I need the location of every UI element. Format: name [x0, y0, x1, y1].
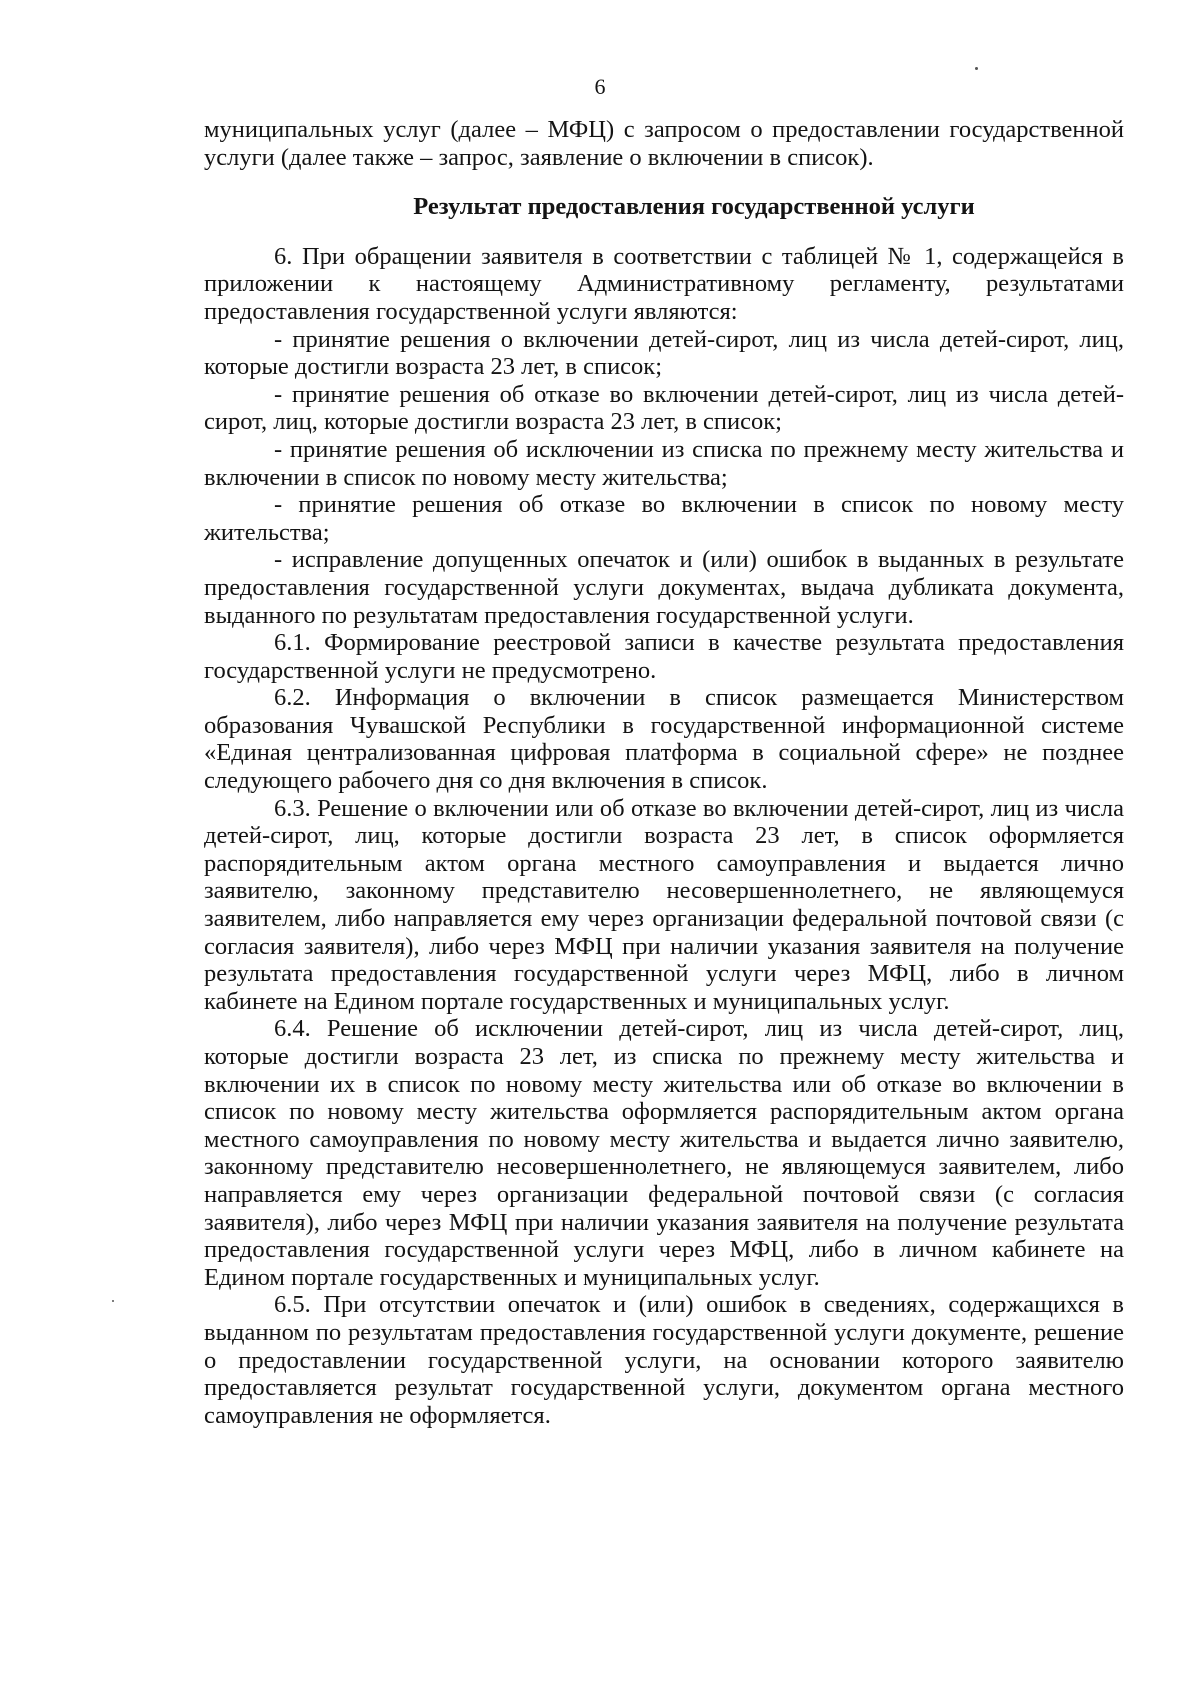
list-item: - принятие решения о включении детей-сирот, лиц из числа детей-сирот, лиц, которые достигли возраста 23 лет, в список;	[204, 325, 1124, 381]
paragraph-6-1: 6.1. Формирование реестровой записи в качестве результата предоставления государственной услуги не предусмотрено.	[204, 629, 1124, 684]
paragraph-6-2: 6.2. Информация о включении в список размещается Министерством образования Чувашской Республики в государственной информационной системе «Единая централизованная цифровая платформа в социальной сфере» не позднее следующего рабочего дня со дня включения в список.	[204, 684, 1124, 795]
scan-speck	[975, 67, 978, 70]
list-item: - принятие решения об отказе во включении в список по новому месту жительства;	[204, 491, 1124, 546]
page-number: 6	[594, 74, 606, 99]
section-heading: Результат предоставления государственной услуги	[413, 193, 975, 221]
paragraph-6-3: 6.3. Решение о включении или об отказе во включении детей-сирот, лиц из числа детей-сирот, лиц, которые достигли возраста 23 лет, в список оформляется распорядительным актом органа местного самоуправления и выдается лично заявителю, законному представителю несовершеннолетнего, не являющемуся заявителем, либо направляется ему через организации федеральной почтовой связи (с согласия заявителя), либо через МФЦ при наличии указания заявителя на получение результата предоставления государственной услуги через МФЦ, либо в личном кабинете на Едином портале государственных и муниципальных услуг.	[204, 794, 1124, 1015]
list-item: - принятие решения об исключении из списка по прежнему месту жительства и включении в список по новому месту жительства;	[204, 435, 1124, 491]
paragraph-6-5: 6.5. При отсутствии опечаток и (или) ошибок в сведениях, содержащихся в выданном по результатам предоставления государственной услуги документе, решение о предоставлении государственной услуги, на основании которого заявителю предоставляется результат государственной услуги, документом органа местного самоуправления не оформляется.	[204, 1291, 1124, 1429]
paragraph-continuation: муниципальных услуг (далее – МФЦ) с запросом о предоставлении государственной услуги (далее также – запрос, заявление о включении в список).	[204, 116, 1124, 171]
list-item: - принятие решения об отказе во включении детей-сирот, лиц из числа детей-сирот, лиц, которые достигли возраста 23 лет, в список;	[204, 380, 1124, 436]
paragraph-6: 6. При обращении заявителя в соответствии с таблицей № 1, содержащейся в приложении к настоящему Административному регламенту, результатами предоставления государственной услуги являются:	[204, 242, 1124, 325]
paragraph-6-4: 6.4. Решение об исключении детей-сирот, лиц из числа детей-сирот, лиц, которые достигли возраста 23 лет, из списка по прежнему месту жительства и включении их в список по новому месту жительства или об отказе во включении в список по новому месту жительства оформляется распорядительным актом органа местного самоуправления по новому месту жительства и выдается лично заявителю, законному представителю несовершеннолетнего, не являющемуся заявителем, либо направляется ему через организации федеральной почтовой связи (с согласия заявителя), либо через МФЦ при наличии указания заявителя на получение результата предоставления государственной услуги через МФЦ, либо в личном кабинете на Едином портале государственных и муниципальных услуг.	[204, 1015, 1124, 1291]
scan-speck	[112, 1300, 114, 1302]
list-item: - исправление допущенных опечаток и (или) ошибок в выданных в результате предоставления государственной услуги документах, выдача дубликата документа, выданного по результатам предоставления государственной услуги.	[204, 546, 1124, 629]
document-body	[204, 116, 1124, 1429]
